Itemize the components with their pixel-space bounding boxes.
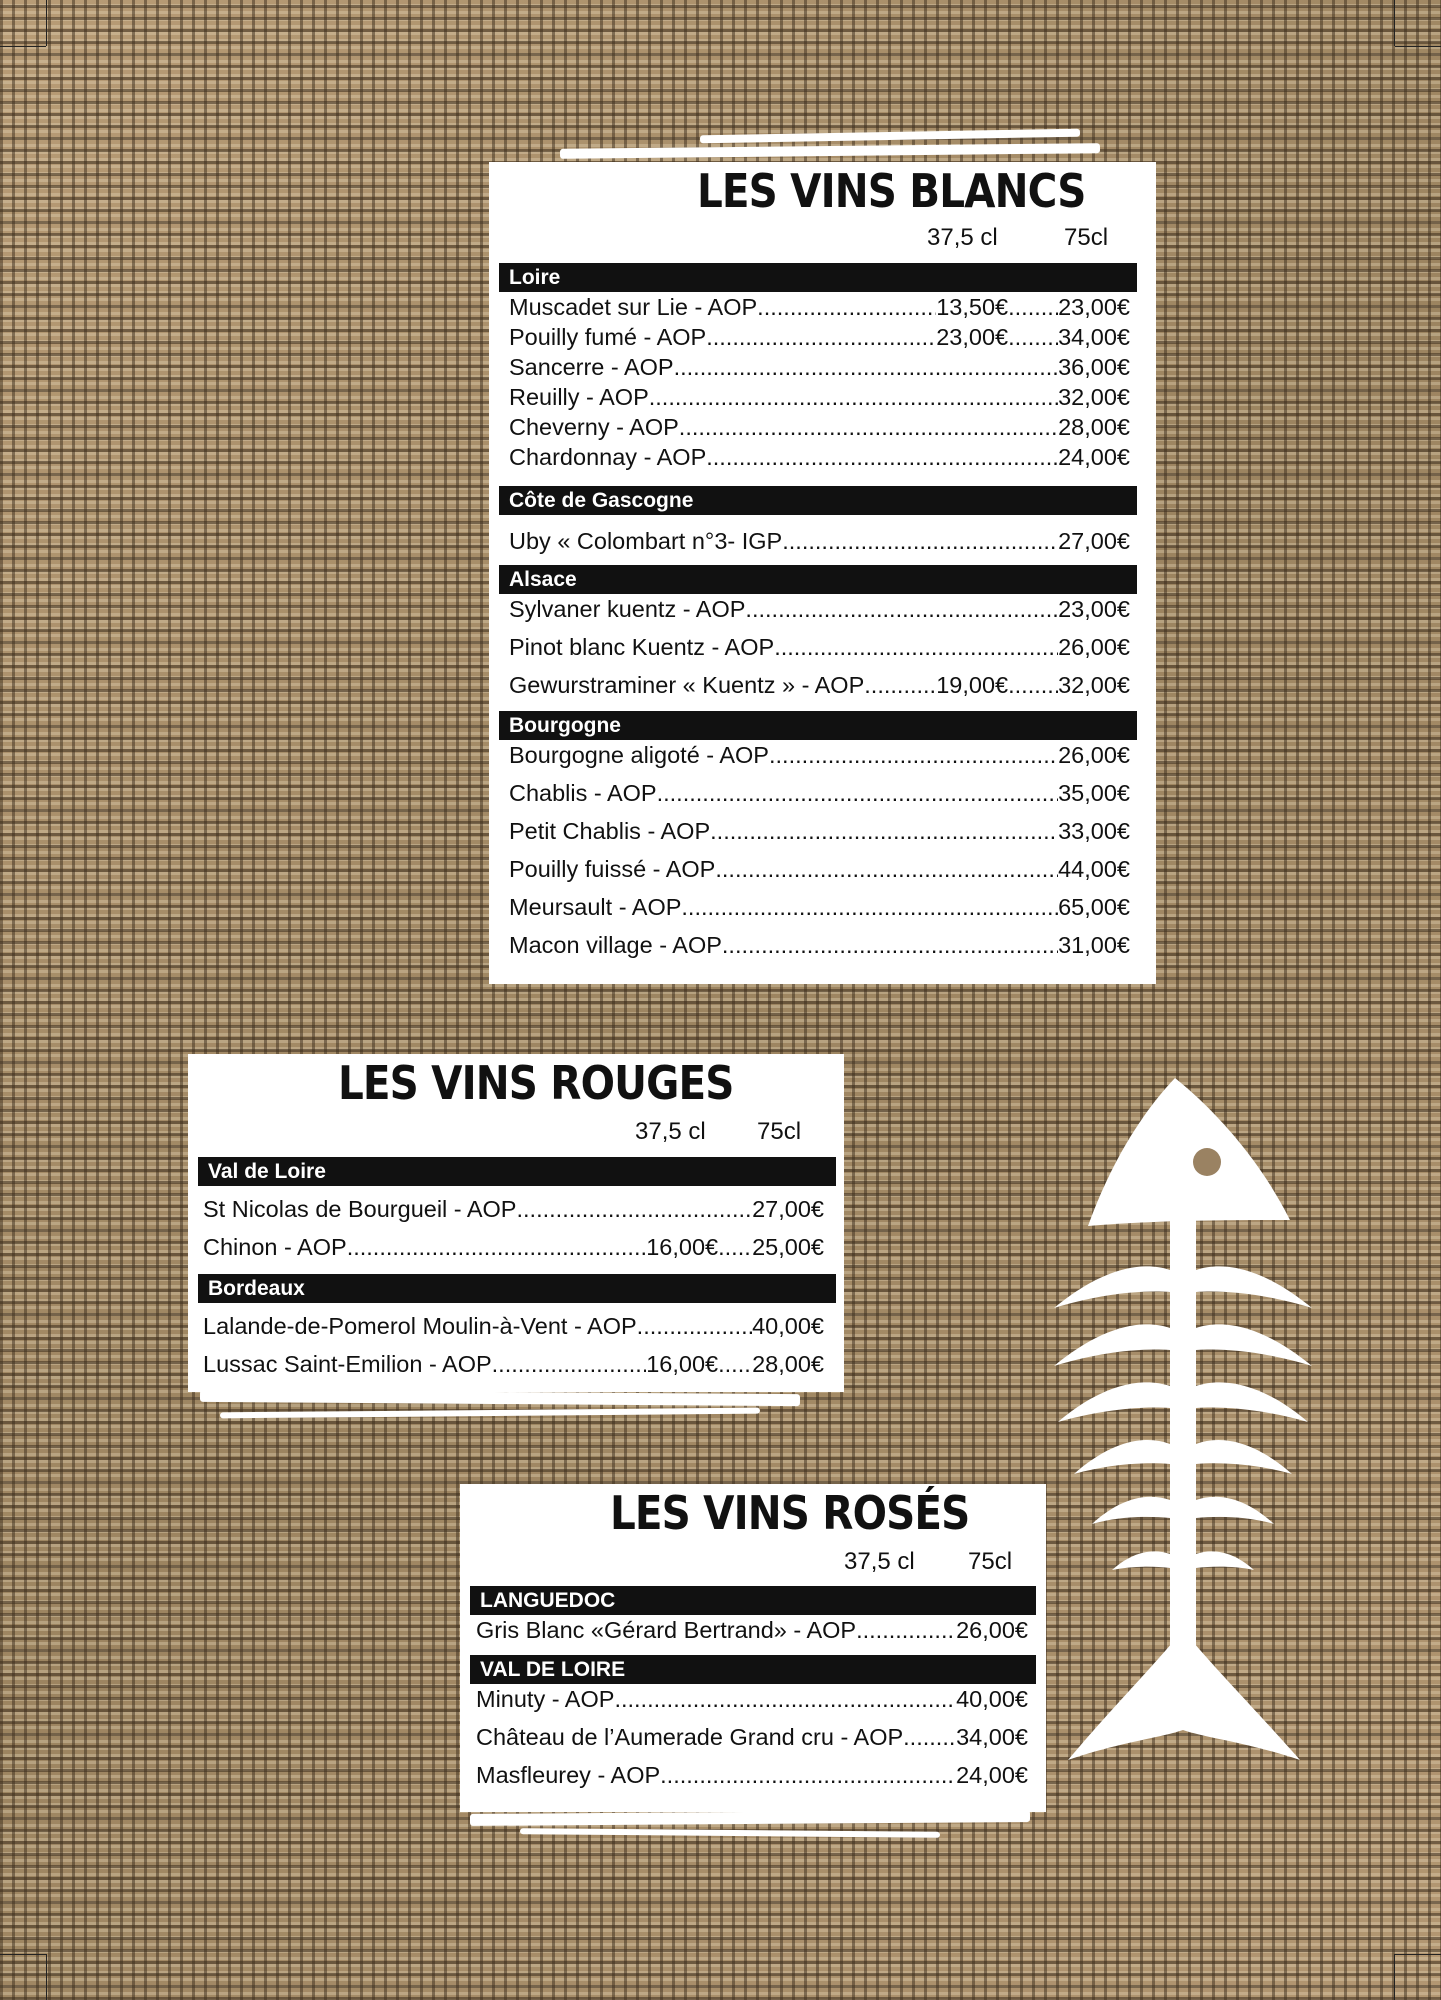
price-75cl: 23,00€ — [1058, 596, 1130, 622]
price-75cl: 33,00€ — [1058, 818, 1130, 844]
column-head-75cl: 75cl — [1064, 224, 1109, 251]
leader-dots — [715, 854, 1058, 884]
crop-mark — [1395, 46, 1441, 47]
leader-dots — [657, 778, 1059, 808]
brush-stroke — [520, 1828, 940, 1838]
leader-dots — [681, 892, 1058, 922]
fish-bone — [1054, 1266, 1170, 1308]
leader-dots — [660, 1760, 956, 1790]
leader-dots — [679, 412, 1058, 442]
section-header: Alsace — [499, 565, 1137, 594]
price-75cl: 32,00€ — [1058, 672, 1130, 698]
title-vins-rouges: LES VINS ROUGES — [338, 1056, 734, 1110]
price-37cl: 16,00€ — [646, 1234, 719, 1260]
price-37cl: 16,00€ — [646, 1351, 719, 1377]
leader-dots — [745, 594, 1058, 624]
wine-row — [509, 322, 1130, 352]
wine-name: Chablis - AOP — [509, 780, 657, 806]
section-header: VAL DE LOIRE — [470, 1655, 1036, 1684]
price-75cl: 24,00€ — [1058, 444, 1130, 470]
crop-mark — [0, 1954, 46, 1955]
price-75cl: 26,00€ — [1058, 742, 1130, 768]
price-75cl: 34,00€ — [956, 1724, 1028, 1750]
title-vins-roses: LES VINS ROSÉS — [610, 1486, 970, 1540]
price-37cl: 13,50€ — [936, 294, 1009, 320]
price-75cl: 44,00€ — [1058, 856, 1130, 882]
wine-row — [509, 778, 1130, 808]
wine-name: Pouilly fuissé - AOP — [509, 856, 716, 882]
leader-dots — [782, 526, 1058, 556]
leader-dots — [710, 816, 1058, 846]
price-75cl: 40,00€ — [956, 1686, 1028, 1712]
leader-dots — [864, 670, 936, 700]
fish-bone — [1196, 1440, 1292, 1474]
fish-bone — [1196, 1497, 1274, 1524]
wine-name: Macon village - AOP — [509, 932, 722, 958]
wine-name: Lussac Saint-Emilion - AOP — [203, 1351, 492, 1377]
fish-bone — [1054, 1324, 1170, 1366]
column-head-75cl: 75cl — [757, 1118, 802, 1145]
price-75cl: 31,00€ — [1058, 932, 1130, 958]
price-75cl: 28,00€ — [752, 1351, 824, 1377]
crop-mark — [46, 1954, 47, 2000]
leader-dots — [706, 442, 1058, 472]
wine-name: Chardonnay - AOP — [509, 444, 707, 470]
wine-row — [509, 442, 1130, 472]
wine-row — [509, 632, 1130, 662]
fish-bone — [1196, 1266, 1312, 1308]
fish-eye — [1193, 1148, 1221, 1176]
wine-row — [476, 1615, 1028, 1645]
leader-dots — [649, 382, 1058, 412]
fish-bone — [1092, 1497, 1170, 1524]
price-75cl: 26,00€ — [956, 1617, 1028, 1643]
leader-dots — [347, 1232, 647, 1262]
section-header: Bordeaux — [198, 1274, 836, 1303]
price-75cl: 27,00€ — [752, 1196, 824, 1222]
wine-name: Meursault - AOP — [509, 894, 682, 920]
section-header: Loire — [499, 263, 1137, 292]
price-75cl: 35,00€ — [1058, 780, 1130, 806]
fish-bone — [1058, 1382, 1170, 1422]
wine-row — [509, 382, 1130, 412]
wine-name: St Nicolas de Bourgueil - AOP — [203, 1196, 517, 1222]
wine-row — [509, 594, 1130, 624]
fish-bone — [1112, 1551, 1170, 1570]
fish-spine — [1170, 1220, 1196, 1650]
leader-dots — [1008, 322, 1058, 352]
crop-mark — [0, 46, 46, 47]
wine-row — [509, 352, 1130, 382]
leader-dots — [856, 1615, 956, 1645]
price-75cl: 65,00€ — [1058, 894, 1130, 920]
fish-tail — [1068, 1630, 1300, 1760]
fish-skeleton-icon — [1040, 1070, 1330, 1770]
brush-stroke — [560, 143, 1100, 159]
leader-dots — [706, 322, 936, 352]
wine-name: Uby « Colombart n°3- IGP — [509, 528, 783, 554]
wine-row — [203, 1232, 824, 1262]
price-75cl: 32,00€ — [1058, 384, 1130, 410]
fish-head — [1088, 1078, 1290, 1226]
wine-row — [509, 816, 1130, 846]
fish-bone — [1196, 1382, 1308, 1422]
wine-row — [509, 412, 1130, 442]
wine-name: Muscadet sur Lie - AOP — [509, 294, 758, 320]
wine-name: Minuty - AOP — [476, 1686, 615, 1712]
leader-dots — [517, 1194, 753, 1224]
wine-name: Chinon - AOP — [203, 1234, 347, 1260]
fish-bone — [1196, 1324, 1312, 1366]
wine-name: Lalande-de-Pomerol Moulin-à-Vent - AOP — [203, 1313, 637, 1339]
crop-mark — [1394, 1954, 1395, 2000]
wine-row — [476, 1722, 1028, 1752]
fish-bone — [1196, 1551, 1254, 1570]
column-head-75cl: 75cl — [968, 1548, 1013, 1575]
price-75cl: 25,00€ — [752, 1234, 824, 1260]
fish-bone — [1074, 1440, 1170, 1474]
wine-name: Reuilly - AOP — [509, 384, 649, 410]
leader-dots — [1008, 670, 1058, 700]
wine-name: Bourgogne aligoté - AOP — [509, 742, 769, 768]
crop-mark — [1394, 0, 1395, 46]
wine-name: Château de l’Aumerade Grand cru - AOP — [476, 1724, 904, 1750]
price-75cl: 40,00€ — [752, 1313, 824, 1339]
leader-dots — [492, 1349, 647, 1379]
price-75cl: 27,00€ — [1058, 528, 1130, 554]
crop-mark — [46, 0, 47, 46]
wine-row — [509, 670, 1130, 700]
brush-stroke — [470, 1810, 1030, 1826]
price-75cl: 24,00€ — [956, 1762, 1028, 1788]
wine-name: Gewurstraminer « Kuentz » - AOP — [509, 672, 865, 698]
wine-row — [203, 1194, 824, 1224]
brush-stroke — [200, 1390, 800, 1406]
wine-row — [476, 1684, 1028, 1714]
leader-dots — [674, 352, 1059, 382]
section-header: Val de Loire — [198, 1157, 836, 1186]
brush-stroke — [220, 1408, 760, 1419]
price-37cl: 19,00€ — [936, 672, 1009, 698]
wine-name: Pouilly fumé - AOP — [509, 324, 707, 350]
price-75cl: 28,00€ — [1058, 414, 1130, 440]
wine-name: Petit Chablis - AOP — [509, 818, 711, 844]
brush-stroke — [700, 129, 1080, 144]
wine-row — [509, 740, 1130, 770]
wine-row — [509, 526, 1130, 556]
title-vins-blancs: LES VINS BLANCS — [697, 164, 1086, 218]
wine-name: Masfleurey - AOP — [476, 1762, 661, 1788]
price-37cl: 23,00€ — [936, 324, 1009, 350]
leader-dots — [774, 632, 1058, 662]
price-75cl: 34,00€ — [1058, 324, 1130, 350]
price-75cl: 23,00€ — [1058, 294, 1130, 320]
wine-row — [476, 1760, 1028, 1790]
column-head-37cl: 37,5 cl — [635, 1118, 706, 1145]
crop-mark — [1395, 1954, 1441, 1955]
price-75cl: 36,00€ — [1058, 354, 1130, 380]
section-header: LANGUEDOC — [470, 1586, 1036, 1615]
column-head-37cl: 37,5 cl — [844, 1548, 915, 1575]
wine-name: Cheverny - AOP — [509, 414, 679, 440]
wine-name: Gris Blanc «Gérard Bertrand» - AOP — [476, 1617, 857, 1643]
wine-row — [203, 1349, 824, 1379]
leader-dots — [722, 930, 1058, 960]
price-75cl: 26,00€ — [1058, 634, 1130, 660]
wine-row — [509, 292, 1130, 322]
wine-row — [203, 1311, 824, 1341]
leader-dots — [718, 1232, 752, 1262]
wine-name: Pinot blanc Kuentz - AOP — [509, 634, 775, 660]
section-header: Côte de Gascogne — [499, 486, 1137, 515]
column-head-37cl: 37,5 cl — [927, 224, 998, 251]
wine-row — [509, 892, 1130, 922]
leader-dots — [903, 1722, 956, 1752]
wine-row — [509, 930, 1130, 960]
leader-dots — [1008, 292, 1058, 322]
leader-dots — [614, 1684, 956, 1714]
wine-row — [509, 854, 1130, 884]
section-header: Bourgogne — [499, 711, 1137, 740]
leader-dots — [769, 740, 1058, 770]
leader-dots — [637, 1311, 752, 1341]
leader-dots — [718, 1349, 752, 1379]
leader-dots — [757, 292, 936, 322]
wine-name: Sancerre - AOP — [509, 354, 674, 380]
wine-name: Sylvaner kuentz - AOP — [509, 596, 746, 622]
